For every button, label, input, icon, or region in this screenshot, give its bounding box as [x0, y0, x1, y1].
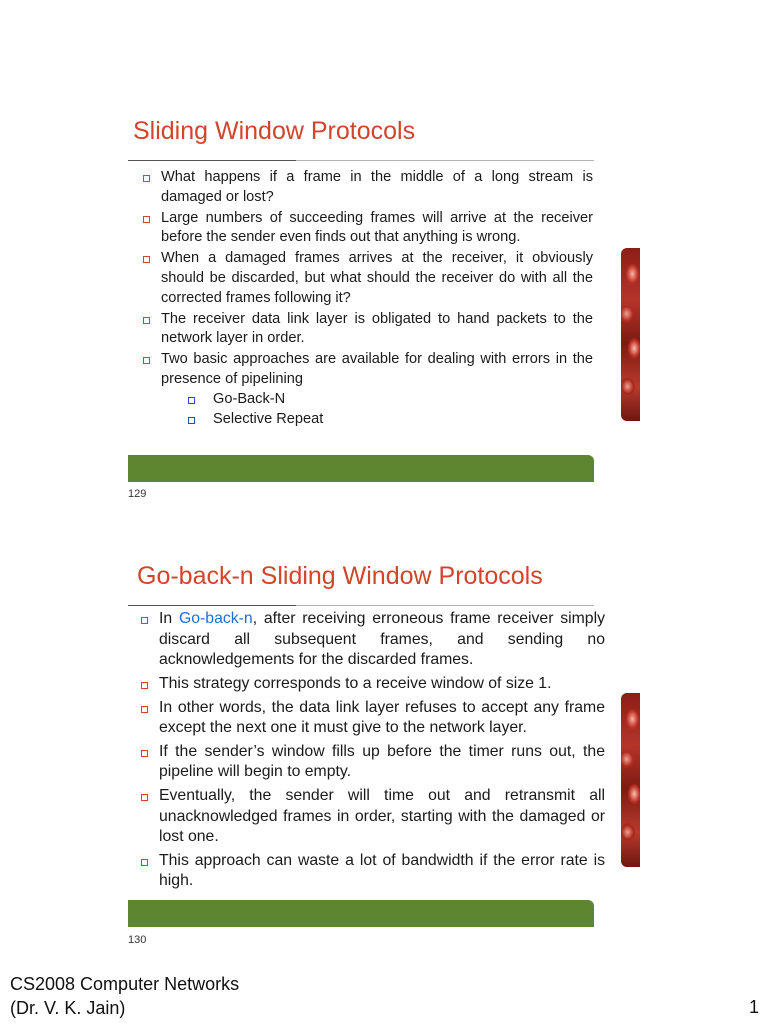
list-item: Two basic approaches are available for dealing with errors in the presence of pipelining Go-Back-N Selective Repeat: [140, 350, 593, 429]
bullet-list: [138, 609, 605, 895]
bullet-square-icon: [143, 357, 150, 364]
title-rule: [128, 160, 594, 161]
bullet-square-icon: [141, 750, 148, 757]
bullet-square-icon: [141, 706, 148, 713]
decorative-image: [621, 693, 640, 867]
course-name: CS2008 Computer Networks: [10, 974, 240, 994]
decorative-image: [621, 248, 640, 421]
list-item: This approach can waste a lot of bandwidth if the error rate is high.: [138, 851, 605, 892]
slide-title: Go-back-n Sliding Window Protocols: [137, 562, 543, 590]
sub-list-item: Selective Repeat: [161, 410, 593, 430]
list-item: In Go-back-n, after receiving erroneous frame receiver simply discard all subsequent frames, and sending no acknowledgements for the discarded frames.: [138, 609, 605, 671]
sub-list-item: Go-Back-N: [161, 390, 593, 410]
slide-title: Sliding Window Protocols: [133, 117, 416, 145]
bullet-list: [140, 168, 593, 430]
list-item: What happens if a frame in the middle of a long stream is damaged or lost?: [140, 168, 593, 208]
list-item: Eventually, the sender will time out and retransmit all unacknowledged frames in order, starting with the damaged or lost one.: [138, 786, 605, 848]
list-item: When a damaged frames arrives at the receiver, it obviously should be discarded, but what should the receiver do with all the corrected frames following it?: [140, 249, 593, 308]
slide-page-number: 129: [128, 488, 147, 500]
title-rule: [128, 605, 594, 606]
bullet-square-icon: [141, 794, 148, 801]
document-footer: [10, 972, 239, 1020]
page-number: 1: [749, 997, 760, 1017]
bullet-square-icon: [188, 417, 195, 424]
bullet-square-icon: [141, 859, 148, 866]
slide-page-number: 130: [128, 934, 147, 946]
highlight-term: Go-back-n: [178, 610, 253, 627]
list-item: Large numbers of succeeding frames will arrive at the receiver before the sender even finds out that anything is wrong.: [140, 209, 593, 249]
list-item: If the sender’s window fills up before the timer runs out, the pipeline will begin to empty.: [138, 742, 605, 783]
bullet-square-icon: [143, 216, 150, 223]
list-item: This strategy corresponds to a receive window of size 1.: [138, 674, 605, 695]
list-item: In other words, the data link layer refuses to accept any frame except the next one it must give to the network layer.: [138, 698, 605, 739]
bullet-square-icon: [143, 256, 150, 263]
list-item: The receiver data link layer is obligated to hand packets to the network layer in order.: [140, 310, 593, 350]
footer-bar: [128, 455, 594, 482]
sub-bullet-list: [161, 390, 593, 430]
instructor-name: (Dr. V. K. Jain): [10, 998, 126, 1018]
bullet-square-icon: [143, 175, 150, 182]
bullet-square-icon: [141, 617, 148, 624]
bullet-square-icon: [141, 682, 148, 689]
footer-bar: [128, 900, 594, 927]
bullet-square-icon: [143, 317, 150, 324]
bullet-square-icon: [188, 397, 195, 404]
